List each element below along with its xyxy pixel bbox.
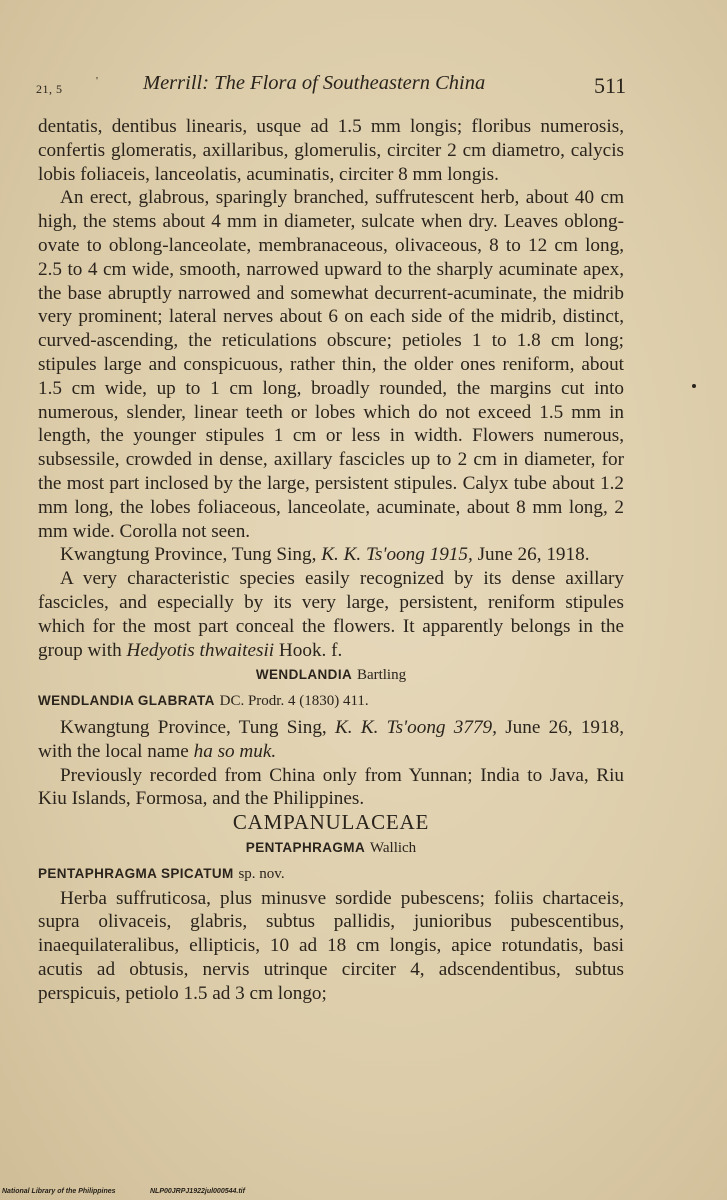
collector-number: K. K. Ts'oong 1915,: [321, 544, 473, 566]
paragraph-locality-wendlandia: [38, 716, 624, 764]
species-heading-wendlandia: [38, 688, 624, 714]
paragraph-remarks: [38, 567, 624, 662]
species-heading-pentaphragma: [38, 861, 624, 887]
volume-number: 21, 5: [36, 82, 63, 96]
paragraph-description: An erect, glabrous, sparingly branched, suffrutescent herb, about 40 cm high, the stems about 4 mm in diameter, sulcate when dry. Leaves oblong-ovate to oblong-lanceolate, membranaceous, olivaceous, 8 to 12 cm long, 2.5 to 4 cm wide, smooth, narrowed upward to the sharply acuminate apex, the base abruptly narrowed and somewhat decurrent-acuminate, the midrib very prominent; lateral nerves about 6 on each side of the midrib, distinct, curved-ascending, the reticulations obscure; petioles 1 to 1.8 cm long; stipules large and conspicuous, rather thin, the older ones reniform, about 1.5 cm wide, up to 1 cm long, broadly rounded, the margins cut into numerous, slender, linear teeth or lobes which do not exceed 1.5 mm in length, the younger stipules 1 cm or less in width. Flowers numerous, subsessile, crowded in dense, axillary fascicles up to 2 cm in diameter, for the most part inclosed by the large, persistent stipules. Calyx tube about 1.2 mm long, the lobes foliaceous, lanceolate, acuminate, about 8 mm long, 2 mm wide. Corolla not seen.: [38, 187, 624, 542]
species-citation: DC. Prodr. 4 (1830) 411.: [219, 693, 369, 710]
genus-name: WENDLANDIA: [255, 667, 353, 683]
family-heading: CAMPANULACEAE: [232, 810, 430, 835]
page-number: 511: [594, 73, 627, 98]
locality-text: Kwangtung Province, Tung Sing,: [60, 716, 327, 738]
genus-heading-wendlandia: [38, 662, 624, 688]
local-name: ha so muk.: [193, 740, 277, 762]
paragraph-latin-diagnosis: Herba suffruticosa, plus minusve sordide pubescens; foliis chartaceis, supra olivaceis, glabris, subtus pallidis, junioribus pubescentibus, inaequilateralibus, ellipticis, 10 ad 18 cm longis, apice rotundatis, basi acutis ad obtusis, nervis utrinque circiter 4, adscendentibus, subtus perspicuis, petiolo 1.5 ad 3 cm longo;: [38, 887, 624, 1004]
paragraph-distribution: Previously recorded from China only from Yunnan; India to Java, Riu Kiu Islands, Formosa, and the Philippines.: [38, 764, 624, 810]
species-citation: sp. nov.: [238, 865, 285, 882]
library-credit: National Library of the Philippines: [2, 1188, 116, 1195]
ink-speck: [692, 384, 696, 388]
species-authority: Hook. f.: [278, 639, 343, 661]
genus-author: Wallich: [369, 839, 417, 856]
collection-date: June 26, 1918.: [477, 544, 590, 566]
tick-mark: ': [96, 75, 98, 87]
collection-date: June 26, 1918, with the local name: [38, 716, 625, 762]
species-reference: Hedyotis thwaitesii: [126, 639, 275, 661]
locality-text: Kwangtung Province, Tung Sing,: [60, 544, 317, 566]
running-title: Merrill: The Flora of Southeastern China: [143, 72, 486, 94]
collector-number: K. K. Ts'oong 3779,: [334, 716, 497, 738]
species-name: WENDLANDIA GLABRATA: [38, 693, 215, 709]
species-name: PENTAPHRAGMA SPICATUM: [38, 865, 234, 881]
scan-footer: [0, 1188, 727, 1200]
paragraph-latin-continuation: dentatis, dentibus linearis, usque ad 1.5 mm longis; floribus numerosis, confertis glomeratis, axillaribus, glomerulis, circiter 2 cm diametro, calycis lobis foliaceis, lanceolatis, acuminatis, circiter 8 mm longis.: [38, 116, 624, 185]
remarks-text: A very characteristic species easily recognized by its dense axillary fascicles, and especially by its very large, persistent, reniform stipules which for the most part conceal the flowers. It apparently belongs in the group with: [38, 568, 624, 661]
file-identifier: NLP00JRPJ1922jul000544.tif: [150, 1188, 245, 1195]
genus-name: PENTAPHRAGMA: [245, 839, 366, 855]
body-text: [38, 115, 624, 1005]
paragraph-locality: [38, 543, 624, 567]
genus-author: Bartling: [356, 667, 407, 684]
genus-heading-pentaphragma: [38, 835, 624, 861]
page-header: [36, 72, 636, 102]
